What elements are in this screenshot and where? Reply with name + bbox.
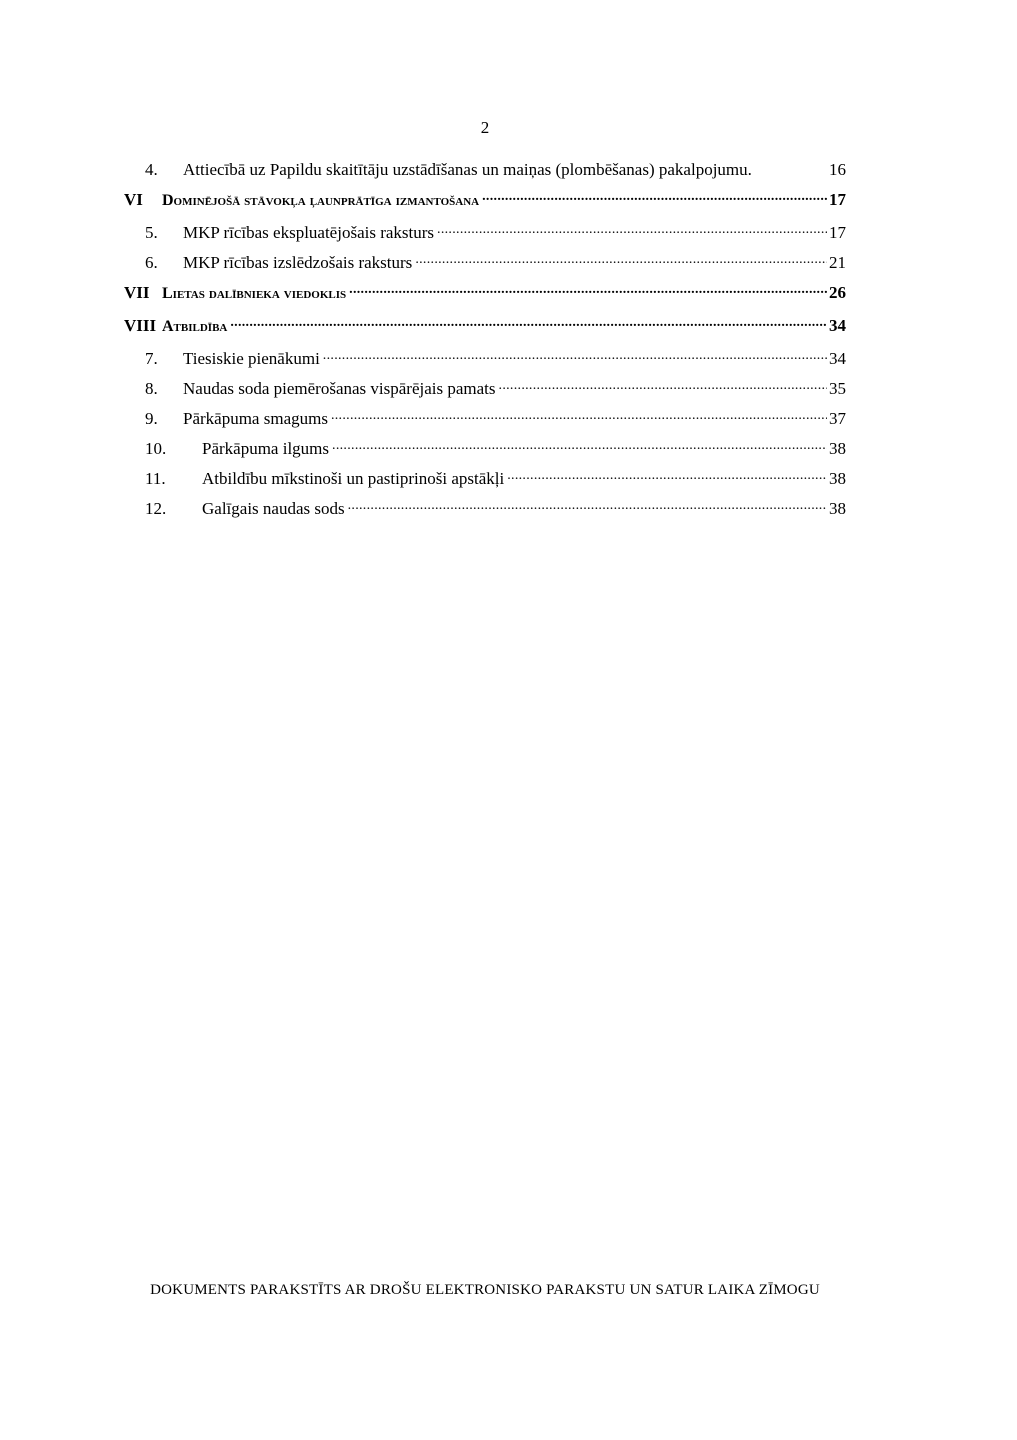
- toc-entry-page: 38: [829, 499, 846, 518]
- toc-entry-number: VIII: [124, 316, 157, 335]
- toc-entry-page: 35: [829, 379, 846, 398]
- toc-leader-dots: [332, 440, 827, 454]
- toc-entry-page: 21: [829, 253, 846, 272]
- toc-entry-title: Galīgais naudas sods: [202, 499, 345, 518]
- toc-leader-dots: [331, 410, 827, 424]
- toc-entry-number: VII: [124, 283, 150, 302]
- toc-entry-VI[interactable]: [124, 190, 846, 223]
- toc-entry-10[interactable]: [124, 439, 846, 469]
- toc-leader-dots: [349, 284, 827, 298]
- toc-leader-dots: [323, 350, 827, 364]
- toc-leader-dots: [482, 191, 827, 205]
- toc-leader-dots: [437, 224, 827, 238]
- toc-entry-12[interactable]: [124, 499, 846, 529]
- toc-entry-VIII[interactable]: [124, 316, 846, 349]
- page-number: 2: [480, 118, 490, 137]
- toc-entry-7[interactable]: [124, 349, 846, 379]
- toc-entry-number: 7.: [145, 349, 158, 368]
- toc-entry-page: 38: [829, 469, 846, 488]
- toc-entry-title: Dominējošā stāvokļa ļaunprātīga izmantošana: [162, 192, 480, 209]
- toc-entry-number: 4.: [145, 160, 158, 179]
- toc-entry-page: 17: [829, 223, 846, 242]
- toc-entry-title: Pārkāpuma ilgums: [202, 439, 330, 458]
- signature-footer: DOKUMENTS PARAKSTĪTS AR DROŠU ELEKTRONISKO PARAKSTU UN SATUR LAIKA ZĪMOGU: [150, 1282, 820, 1298]
- toc-leader-dots: [507, 470, 827, 484]
- toc-entry-4[interactable]: [124, 160, 846, 190]
- toc-leader-dots: [499, 380, 827, 394]
- toc-entry-number: 11.: [145, 469, 166, 488]
- toc-entry-8[interactable]: [124, 379, 846, 409]
- toc-entry-number: VI: [124, 190, 143, 209]
- toc-entry-title: MKP rīcības izslēdzošais raksturs: [183, 253, 413, 272]
- toc-entry-title: Attiecībā uz Papildu skaitītāju uzstādīšanas un maiņas (plombēšanas) pakalpojumu.: [183, 160, 752, 179]
- toc-entry-page: 16: [829, 160, 846, 179]
- toc-entry-11[interactable]: [124, 469, 846, 499]
- toc-entry-number: 10.: [145, 439, 167, 458]
- toc-entry-number: 6.: [145, 253, 158, 272]
- toc-entry-title: Pārkāpuma smagums: [183, 409, 328, 428]
- toc-leader-dots: [415, 254, 827, 268]
- toc-entry-page: 26: [829, 283, 846, 302]
- toc-entry-9[interactable]: [124, 409, 846, 439]
- toc-entry-5[interactable]: [124, 223, 846, 253]
- toc-entry-page: 37: [829, 409, 846, 428]
- toc-entry-title: Atbildību mīkstinoši un pastiprinoši apstākļi: [202, 469, 505, 488]
- toc-entry-6[interactable]: [124, 253, 846, 283]
- toc-entry-page: 38: [829, 439, 846, 458]
- table-of-contents: [124, 160, 846, 529]
- toc-entry-number: 12.: [145, 499, 167, 518]
- toc-entry-title: MKP rīcības ekspluatējošais raksturs: [183, 223, 435, 242]
- toc-entry-number: 9.: [145, 409, 158, 428]
- toc-entry-number: 8.: [145, 379, 158, 398]
- toc-entry-page: 34: [829, 349, 846, 368]
- toc-leader-dots: [348, 500, 827, 514]
- toc-entry-title: Lietas dalībnieka viedoklis: [162, 285, 347, 302]
- toc-entry-title: Naudas soda piemērošanas vispārējais pamats: [183, 379, 496, 398]
- toc-entry-page: 34: [829, 316, 846, 335]
- toc-leader-dots: [230, 317, 827, 331]
- toc-entry-number: 5.: [145, 223, 158, 242]
- toc-entry-title: Atbildība: [162, 318, 228, 335]
- toc-entry-page: 17: [829, 190, 846, 209]
- toc-entry-VII[interactable]: [124, 283, 846, 316]
- toc-entry-title: Tiesiskie pienākumi: [183, 349, 320, 368]
